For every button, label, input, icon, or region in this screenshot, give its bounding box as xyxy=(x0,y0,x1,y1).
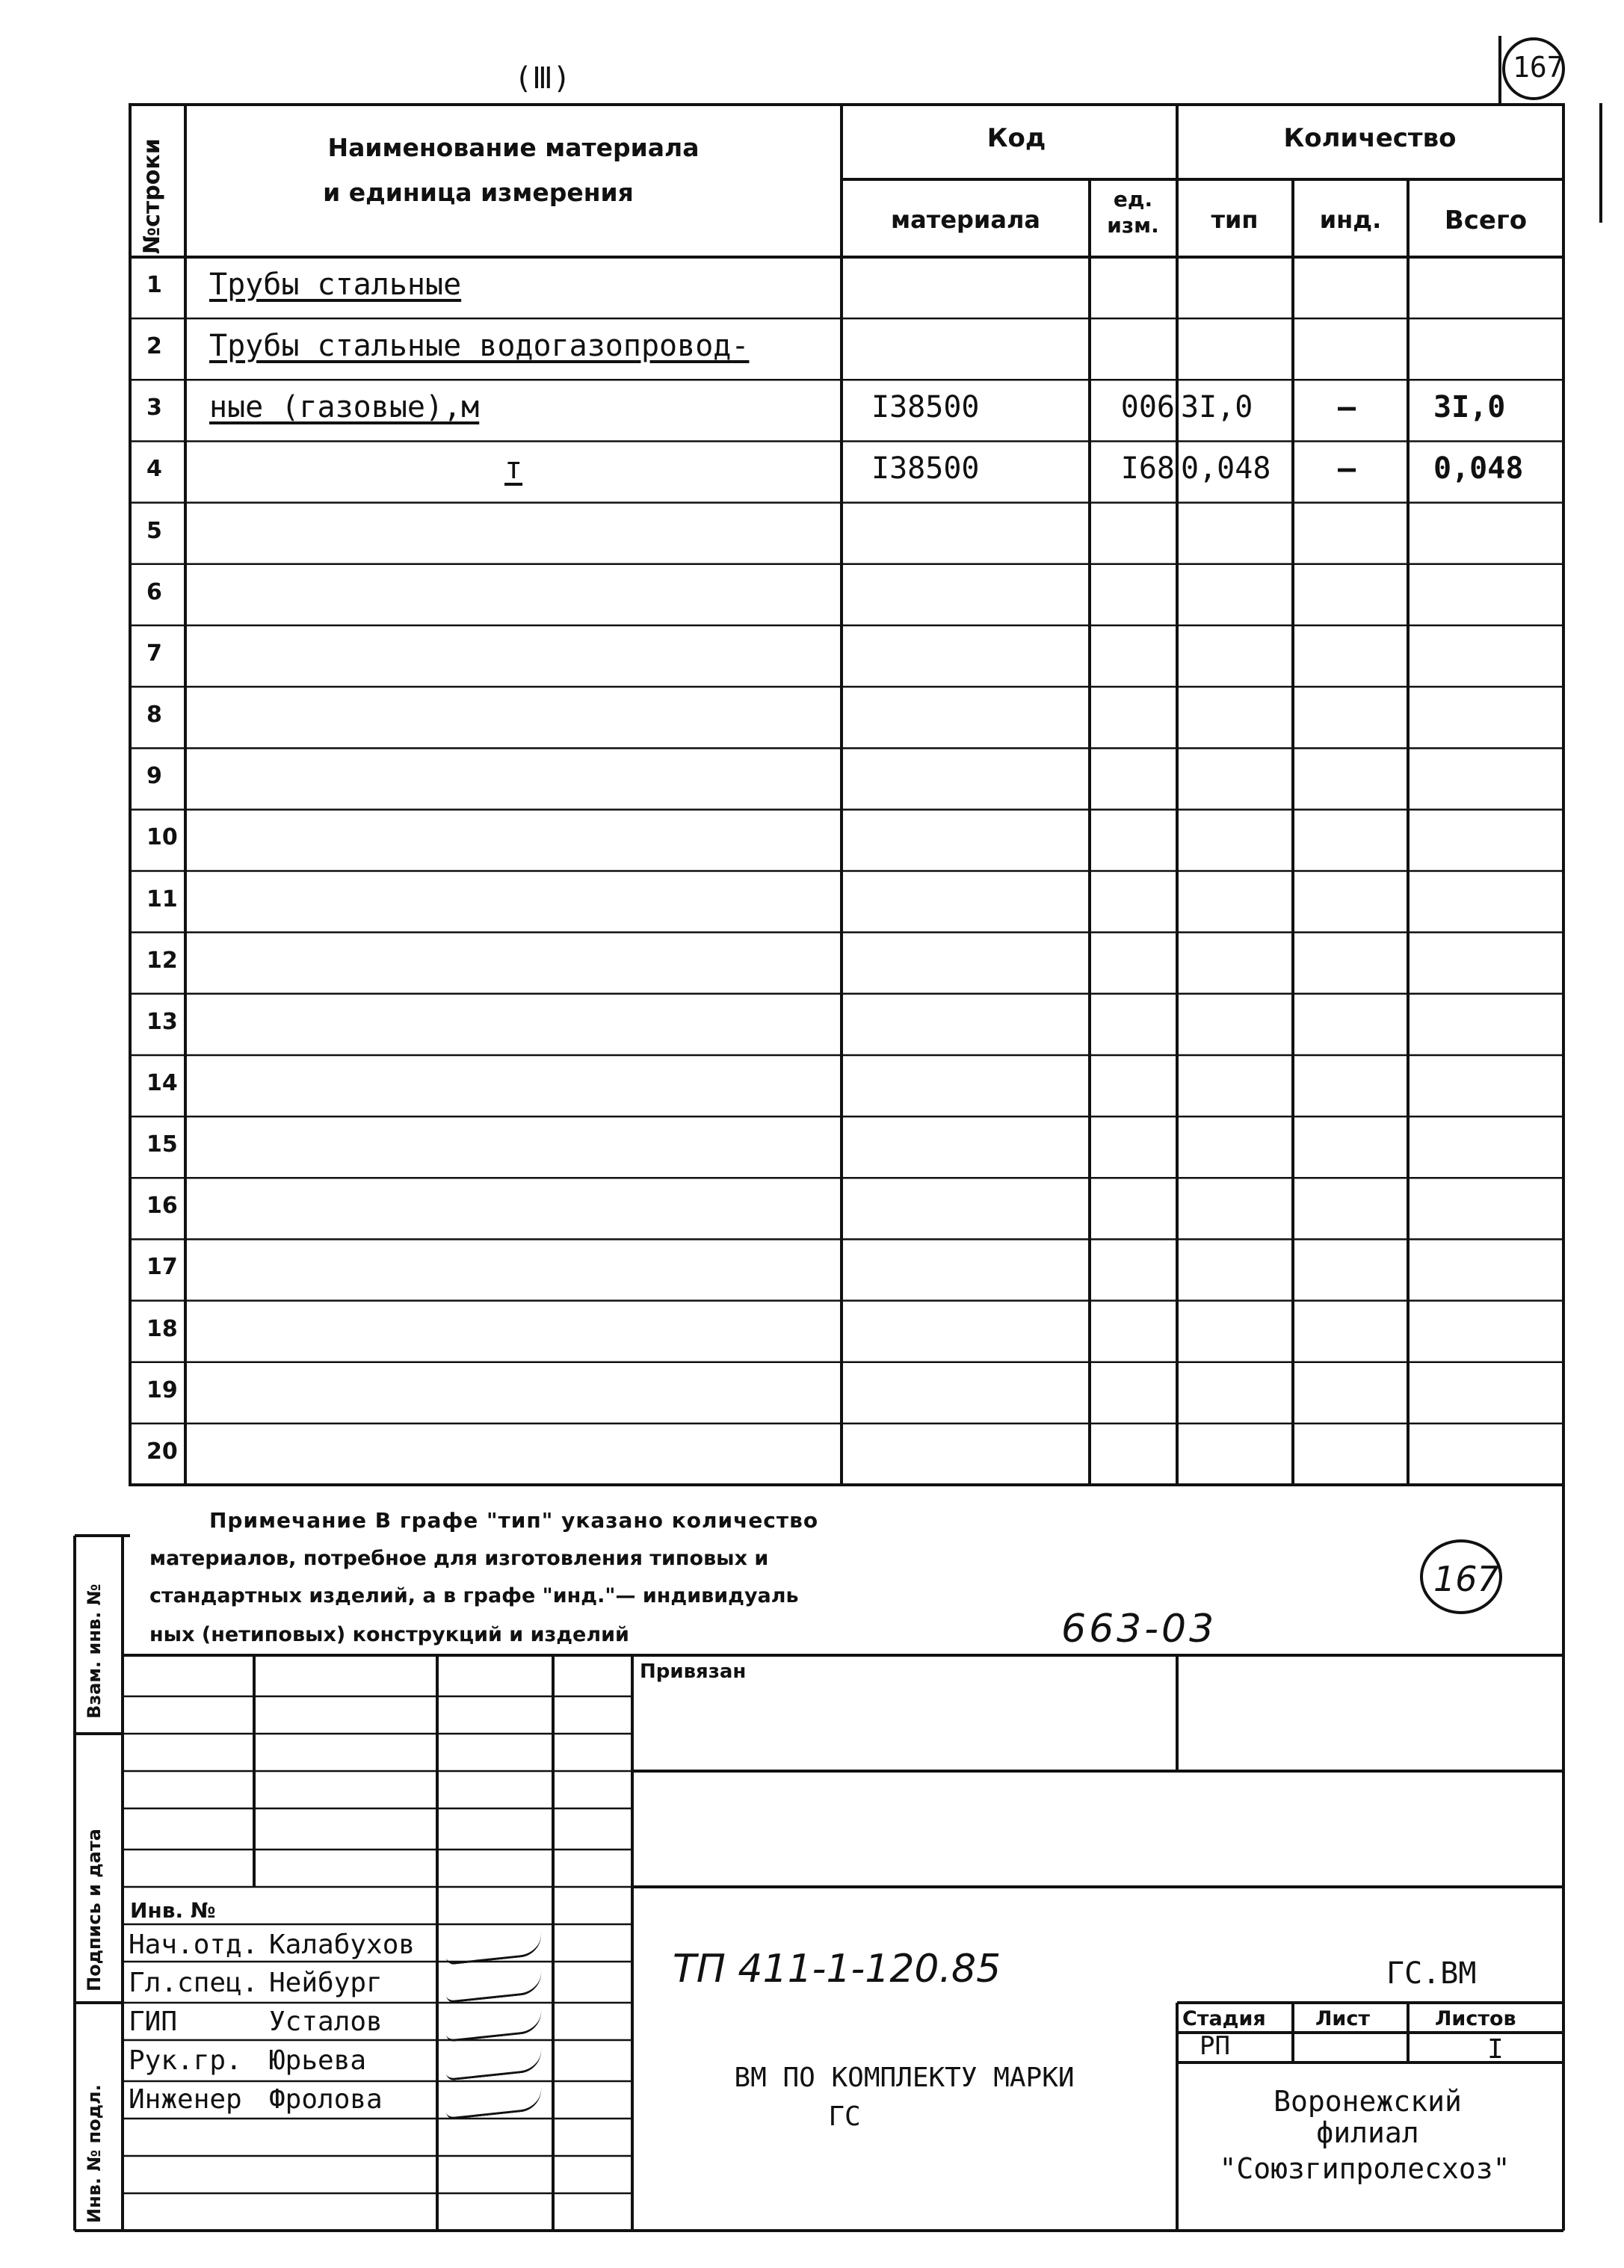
material-name: ные (газовые),м xyxy=(209,390,480,425)
signer-role: ГИП xyxy=(129,2006,178,2037)
stamp-privyazan: Привязан xyxy=(640,1660,747,1683)
total-quantity: 0,048 xyxy=(1433,451,1524,486)
material-code: I38500 xyxy=(871,390,980,425)
column-header-ind: инд. xyxy=(1319,206,1382,234)
row-number: 1 xyxy=(146,272,162,298)
stamp-inv-no: Инв. № xyxy=(130,1898,216,1923)
row-number: 6 xyxy=(146,578,162,605)
row-number: 16 xyxy=(146,1193,178,1220)
row-number: 3 xyxy=(146,395,162,421)
row-number: 5 xyxy=(146,517,162,544)
side-label-inv-podl: Инв. № подл. xyxy=(84,2084,105,2223)
column-header-total: Всего xyxy=(1444,206,1528,235)
material-name: Трубы стальные xyxy=(209,268,462,302)
row-number: 10 xyxy=(146,824,178,851)
signer-role: Гл.спец. xyxy=(129,1968,259,1998)
row-number: 11 xyxy=(146,886,178,912)
sheet-label: Лист xyxy=(1315,2007,1370,2030)
material-name: Трубы стальные водогазопровод- xyxy=(209,329,750,364)
row-number: 19 xyxy=(146,1376,178,1403)
note-line-2: материалов, потребное для изготовления типовых и xyxy=(149,1547,769,1570)
note-line-4: ных (нетиповых) конструкций и изделий xyxy=(149,1623,629,1646)
row-number: 14 xyxy=(146,1069,178,1096)
row-number: 18 xyxy=(146,1315,178,1342)
column-header-unit-line2: изм. xyxy=(1107,213,1159,238)
org-line-2: филиал xyxy=(1316,2116,1419,2149)
row-number: 8 xyxy=(146,702,162,729)
org-line-1: Воронежский xyxy=(1273,2085,1462,2118)
signer-name: Нейбург xyxy=(269,1968,383,1998)
signer-name: Юрьева xyxy=(269,2045,367,2076)
org-line-3: "Союзгипролесхоз" xyxy=(1219,2152,1510,2185)
type-quantity: 3I,0 xyxy=(1181,390,1253,425)
row-number: 2 xyxy=(146,333,162,360)
row-number: 7 xyxy=(146,640,162,667)
side-label-vzam-inv: Взам. инв. № xyxy=(84,1583,105,1719)
column-header-row-number: №строки xyxy=(139,138,165,254)
stamp-title-line2: ГС xyxy=(828,2101,861,2132)
signer-role: Рук.гр. xyxy=(129,2045,242,2076)
row-number: 15 xyxy=(146,1131,178,1158)
sheets-value: I xyxy=(1487,2034,1504,2065)
doc-mark: ГС.ВМ xyxy=(1386,1956,1477,1991)
column-header-type: тип xyxy=(1211,206,1259,234)
stage-value: РП xyxy=(1200,2031,1230,2061)
note-line-3: стандартных изделий, а в графе "инд."— индивидуаль xyxy=(149,1584,799,1607)
column-header-material: материала xyxy=(891,206,1040,234)
material-code: I38500 xyxy=(871,451,980,486)
row-number: 9 xyxy=(146,763,162,790)
row-number: 13 xyxy=(146,1008,178,1035)
handwritten-code: 663-03 xyxy=(1061,1607,1217,1651)
note-number-circle xyxy=(1420,1539,1502,1614)
ind-quantity: – xyxy=(1338,451,1356,486)
row-number: 4 xyxy=(146,456,162,483)
column-header-code: Код xyxy=(987,123,1046,153)
project-code: ТП 411-1-120.85 xyxy=(673,1947,1001,1992)
column-header-quantity: Количество xyxy=(1283,123,1457,153)
column-header-unit-line1: ед. xyxy=(1113,187,1153,211)
unit-code: 006 xyxy=(1120,390,1175,425)
sheets-label: Листов xyxy=(1435,2007,1516,2030)
row-number: 12 xyxy=(146,947,178,974)
section-mark: (Ⅲ) xyxy=(514,61,571,96)
sheet-number: 167 xyxy=(1513,51,1564,84)
column-header-name-line1: Наименование материала xyxy=(327,133,700,162)
signer-role: Инженер xyxy=(129,2084,242,2115)
note-line-1: Примечание В графе "тип" указано количество xyxy=(209,1508,819,1533)
row-number: 20 xyxy=(146,1438,178,1465)
note-number: 167 xyxy=(1433,1559,1499,1599)
unit-code: I68 xyxy=(1120,451,1175,486)
row-number: 17 xyxy=(146,1254,178,1281)
signer-role: Нач.отд. xyxy=(129,1929,259,1960)
signer-name: Фролова xyxy=(269,2084,383,2115)
ind-quantity: – xyxy=(1338,390,1356,425)
column-header-name-line2: и единица измерения xyxy=(323,178,634,207)
total-quantity: 3I,0 xyxy=(1433,390,1506,425)
material-name: т xyxy=(504,451,523,486)
side-label-podpis-data: Подпись и дата xyxy=(84,1829,105,1992)
signer-name: Усталов xyxy=(269,2006,383,2037)
stage-label: Стадия xyxy=(1182,2007,1266,2030)
type-quantity: 0,048 xyxy=(1181,451,1271,486)
signer-name: Калабухов xyxy=(269,1929,416,1960)
stamp-title-line1: ВМ ПО КОМПЛЕКТУ МАРКИ xyxy=(734,2062,1075,2093)
